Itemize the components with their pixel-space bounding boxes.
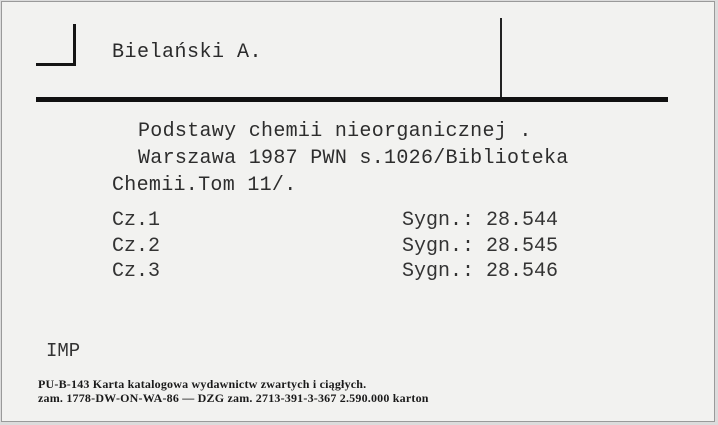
footer-line-2: zam. 1778-DW-ON-WA-86 — DZG zam. 2713-391-3-367 2.590.000 karton bbox=[38, 391, 429, 405]
corner-mark-vertical bbox=[73, 24, 76, 66]
catalog-card bbox=[1, 1, 715, 422]
title-line-3: Chemii.Tom 11/. bbox=[112, 174, 297, 197]
header-separator bbox=[500, 18, 502, 98]
signature: Sygn.: 28.545 bbox=[402, 235, 559, 258]
header-rule bbox=[36, 97, 668, 102]
title-line-2: Warszawa 1987 PWN s.1026/Biblioteka bbox=[138, 147, 569, 170]
signature: Sygn.: 28.544 bbox=[402, 209, 559, 232]
part-label: Cz.2 bbox=[112, 235, 161, 258]
part-label: Cz.3 bbox=[112, 260, 161, 283]
imp-stamp: IMP bbox=[46, 340, 81, 362]
author-name: Bielański A. bbox=[112, 41, 263, 64]
part-label: Cz.1 bbox=[112, 209, 161, 232]
signature: Sygn.: 28.546 bbox=[402, 260, 559, 283]
footer-line-1: PU-B-143 Karta katalogowa wydawnictw zwartych i ciągłych. bbox=[38, 377, 367, 391]
title-line-1: Podstawy chemii nieorganicznej . bbox=[138, 120, 532, 143]
corner-mark-horizontal bbox=[36, 63, 76, 66]
